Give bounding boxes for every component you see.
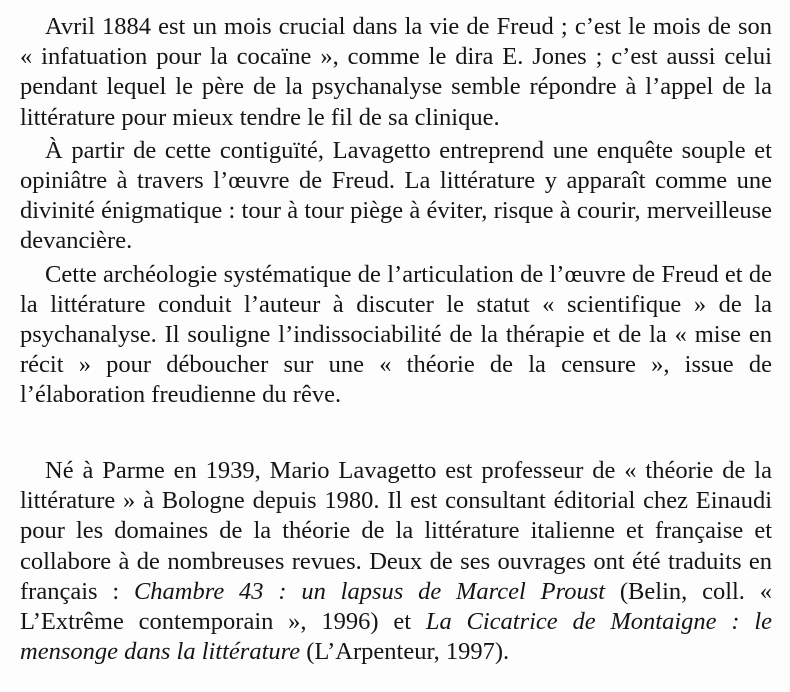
author-bio-text-1: Né à Parme en 1939, Mario Lavagetto est professeur de « théorie de la littérature » à Bologne depuis 1980. Il est consultant éditorial chez Einaudi pour les domaines de la théorie de la littérature italienne et française et collabore à de nombreuses revues. Deux de ses ouvrages ont été traduits en français : xyxy=(20,457,772,605)
book-title-chambre-43: Chambre 43 : un lapsus de Marcel Proust xyxy=(133,577,606,605)
author-bio-paragraph xyxy=(20,456,772,667)
author-bio-text-2: (Belin, coll. « L’Extrême contemporain », 1996) et xyxy=(20,577,772,636)
summary-paragraph-2: À partir de cette contiguïté, Lavagetto entreprend une enquête souple et opiniâtre à travers l’œuvre de Freud. La littérature y apparaît comme une divinité énigmatique : tour à tour piège à éviter, risque à courir, merveilleuse devancière. xyxy=(20,136,772,255)
summary-paragraph-3: Cette archéologie systématique de l’articulation de l’œuvre de Freud et de la littérature conduit l’auteur à discuter le statut « scientifique » de la psychanalyse. Il souligne l’indissociabilité de la thérapie et de la « mise en récit » pour déboucher sur une « théorie de la censure », issue de l’élaboration freudienne du rêve. xyxy=(20,260,772,409)
author-bio-text-3: (L’Arpenteur, 1997). xyxy=(300,638,510,666)
author-biography xyxy=(20,456,772,667)
summary-paragraph-1: Avril 1884 est un mois crucial dans la vie de Freud ; c’est le mois de son « infatuation pour la cocaïne », comme le dira E. Jones ; c’est aussi celui pendant lequel le père de la psychanalyse semble répondre à l’appel de la littérature pour mieux tendre le fil de sa clinique. xyxy=(20,13,772,131)
book-summary xyxy=(20,12,772,411)
book-title-cicatrice-de-montaigne: La Cicatrice de Montaigne : le mensonge dans la littérature xyxy=(20,608,772,666)
